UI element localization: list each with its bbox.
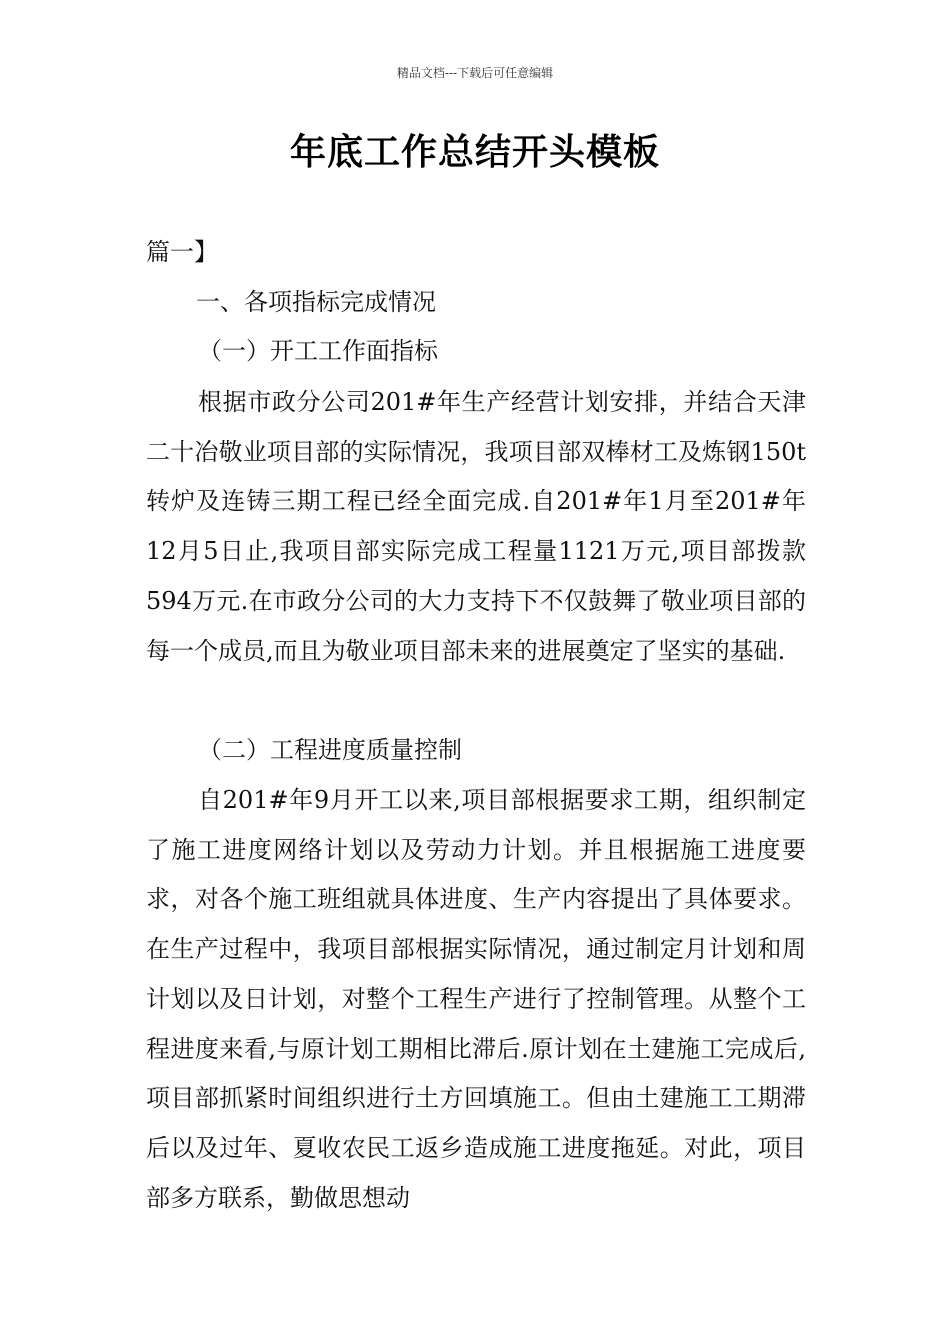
document-title: 年底工作总结开头模板 [289, 132, 660, 173]
header-note: 精品文档---下载后可任意编辑 [396, 66, 554, 80]
paragraph-1: 根据市政分公司201#年生产经营计划安排，并结合天津二十冶敬业项目部的实际情况，我项目部双棒材工及炼钢150t转炉及连铸三期工程已经全面完成.自201#年1月至201#年12月5日止,我项目部实际完成工程量1121万元,项目部拨款594万元.在市政分公司的大力支持下不仅鼓舞了敬业项目部的每一个成员,而且为敬业项目部未来的进展奠定了坚实的基础. [146, 388, 806, 665]
subsection-heading-2: （二）工程进度质量控制 [198, 736, 462, 764]
part-label: 篇一】 [146, 238, 218, 266]
paragraph-2: 自201#年9月开工以来,项目部根据要求工期，组织制定了施工进度网络计划以及劳动力计划。并且根据施工进度要求，对各个施工班组就具体进度、生产内容提出了具体要求。在生产过程中，我项目部根据实际情况，通过制定月计划和周计划以及日计划，对整个工程生产进行了控制管理。从整个工程进度来看,与原计划工期相比滞后.原计划在土建施工完成后,项目部抓紧时间组织进行土方回填施工。但由土建施工工期滞后以及过年、夏收农民工返乡造成施工进度拖延。对此，项目部多方联系，勤做思想动 [146, 786, 806, 1212]
section-heading: 一、各项指标完成情况 [196, 288, 436, 316]
subsection-heading-1: （一）开工工作面指标 [198, 337, 438, 365]
